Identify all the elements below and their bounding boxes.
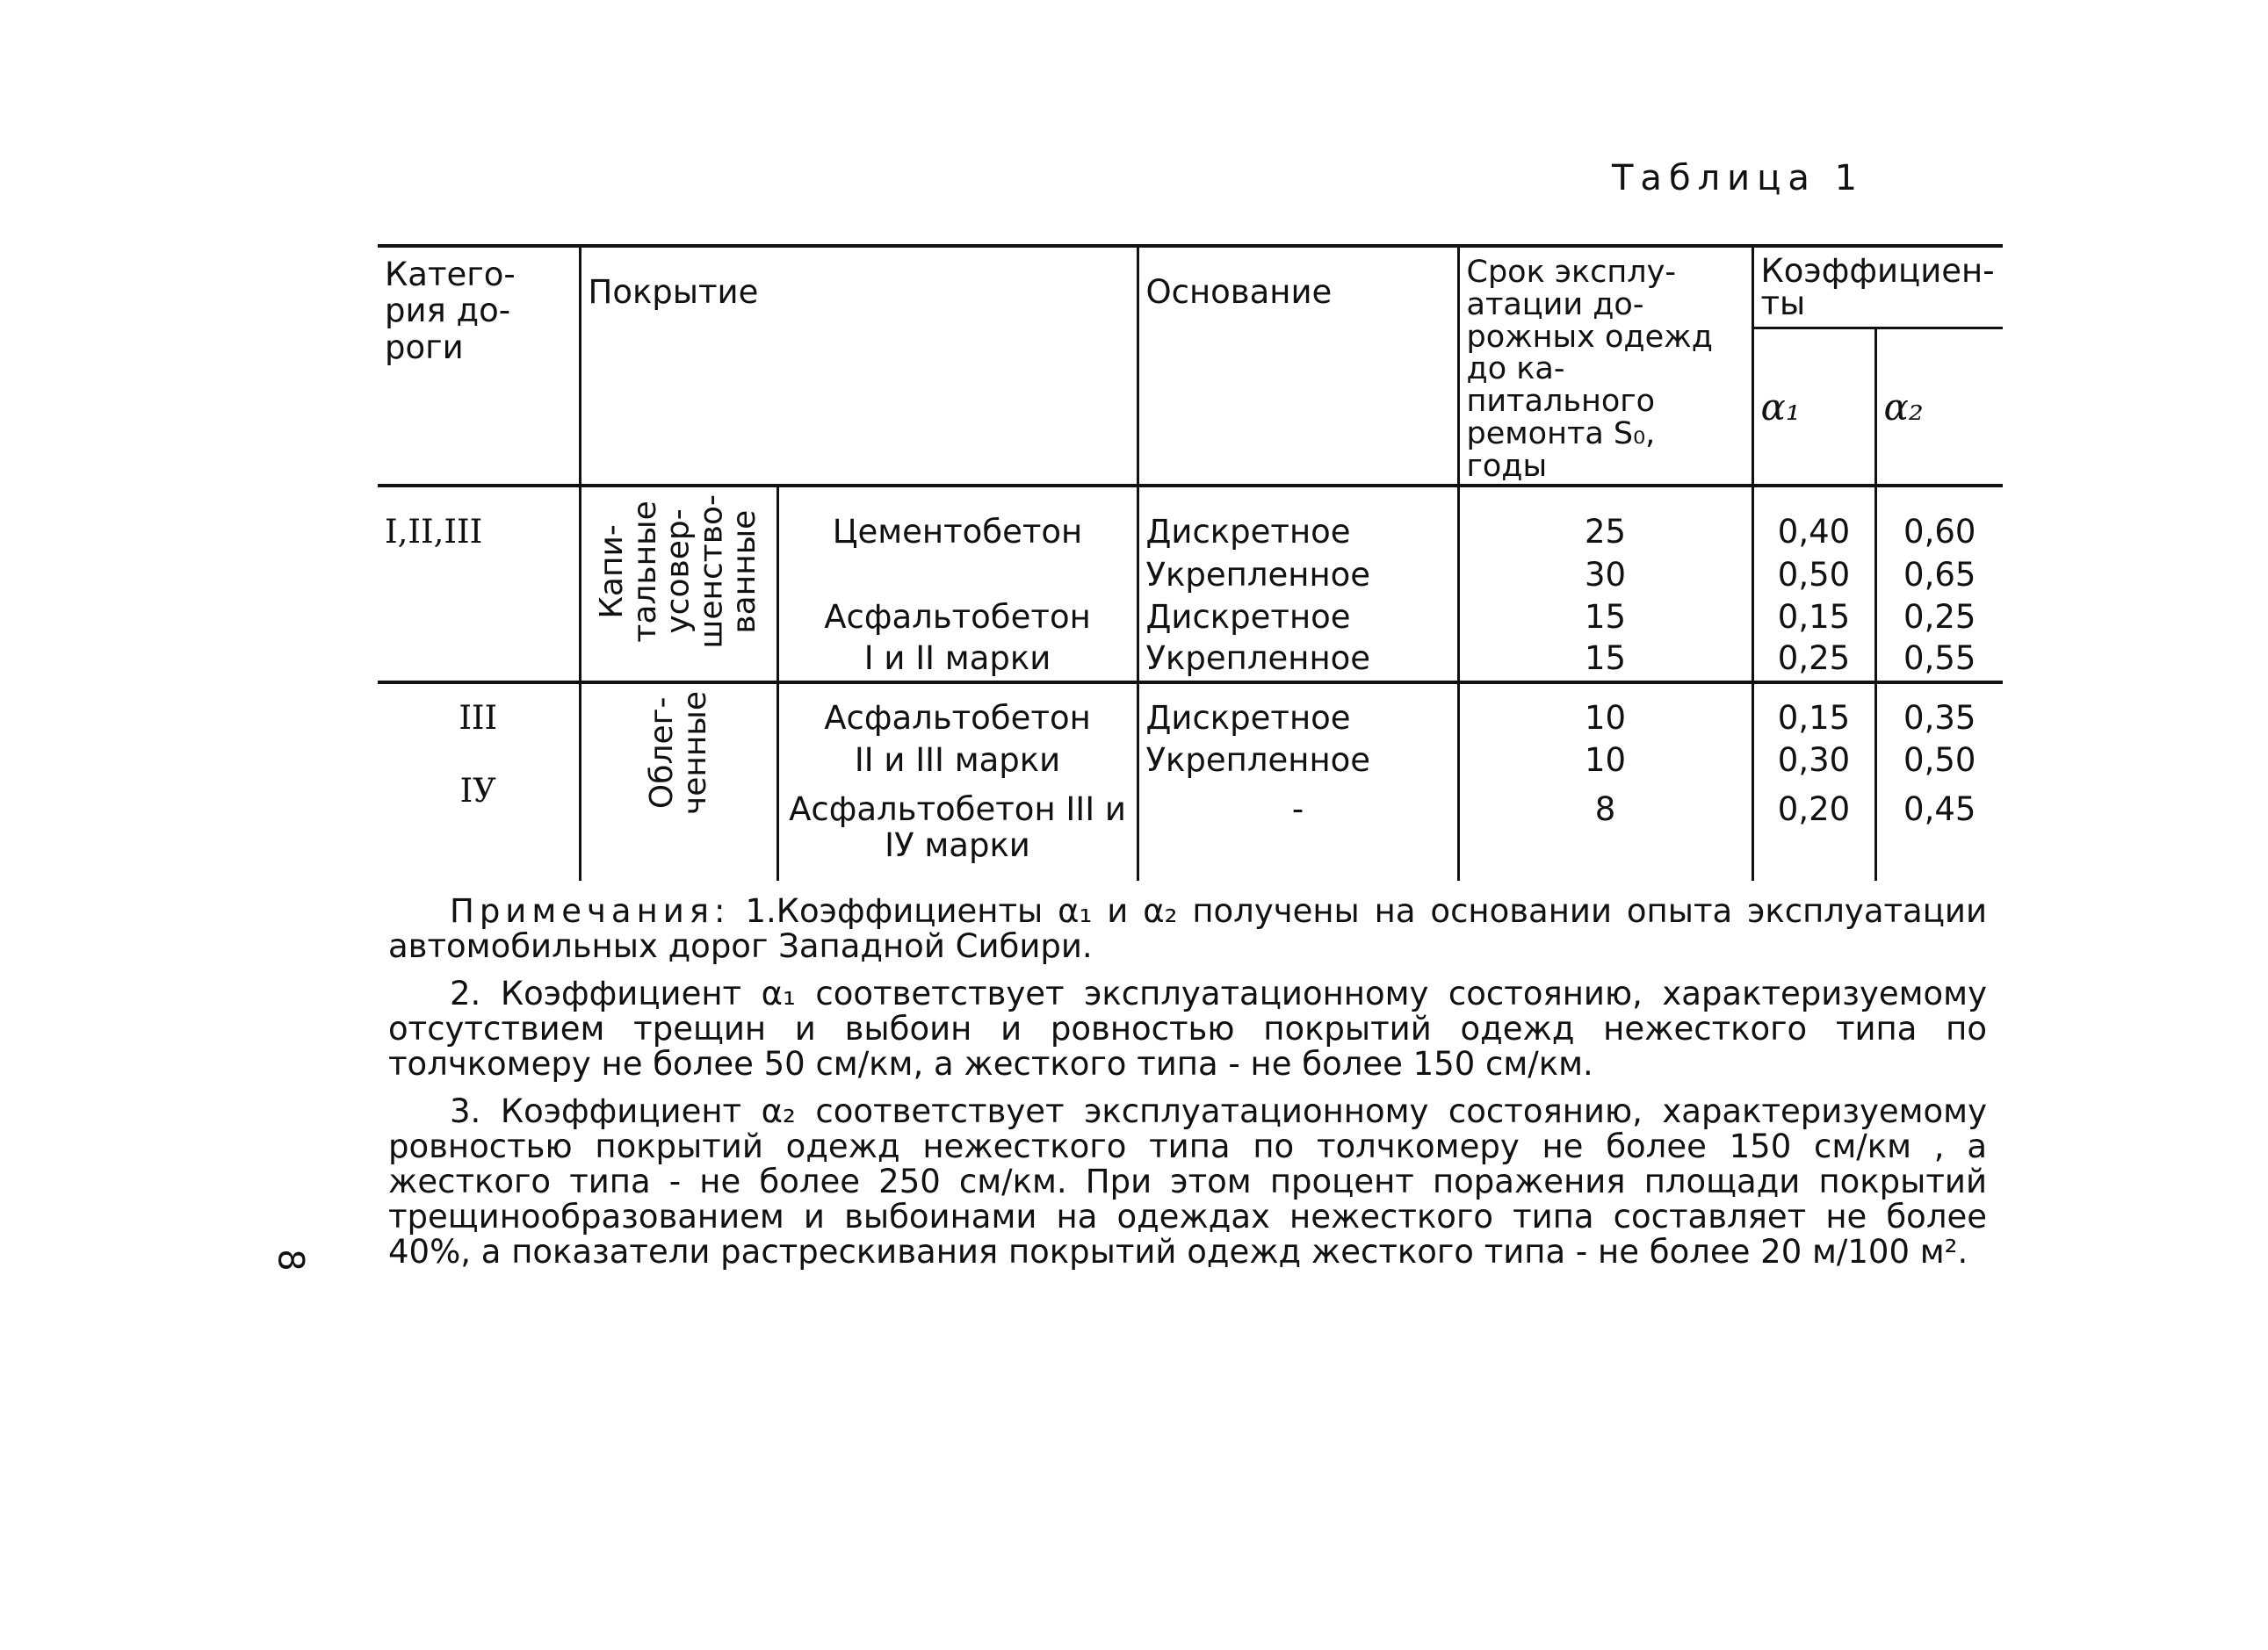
note-2: 2. Коэффициент α₁ соответствует эксплуатационному состоянию, характеризуемому отсутствием трещин и выбоин и ровностью покрытий одежд нежесткого типа по толчкомеру не более 50 см/км, а жесткого типа - не более 150 см/км.	[388, 974, 1987, 1083]
header-coating: Покрытие	[580, 246, 1138, 486]
material-cell: Цементобетон	[777, 486, 1138, 555]
base-cell: Дискретное	[1138, 682, 1458, 740]
alpha2-cell: 0,35	[1875, 682, 2003, 740]
alpha1-cell: 0,50	[1752, 555, 1875, 597]
header-term: Срок эксплу- атации до- рожных одежд до ка- питального ремонта S₀, годы	[1458, 246, 1752, 486]
page-number: 8	[270, 1249, 311, 1272]
alpha1-cell: 0,15	[1752, 682, 1875, 740]
header-alpha2: α₂	[1875, 328, 2003, 486]
coating-type-label: Облег- ченные	[643, 691, 713, 816]
header-alpha1: α₁	[1752, 328, 1875, 486]
term-cell: 15	[1458, 638, 1752, 682]
category-value: III	[459, 699, 498, 737]
coating-type-cell	[580, 682, 777, 881]
category-cell	[378, 682, 580, 881]
table-row	[378, 486, 2003, 555]
alpha1-cell: 0,40	[1752, 486, 1875, 555]
alpha2-cell: 0,25	[1875, 597, 2003, 639]
category-cell: I,II,III	[378, 486, 580, 682]
alpha2-cell: 0,45	[1875, 782, 2003, 881]
alpha2-cell: 0,50	[1875, 740, 2003, 782]
term-cell: 8	[1458, 782, 1752, 881]
note-1	[388, 894, 1987, 964]
material-cell: II и III марки	[777, 740, 1138, 782]
coating-type-label: Капи- тальные усовер- шенство- ванные	[594, 494, 763, 649]
alpha2-cell: 0,55	[1875, 638, 2003, 682]
material-cell: Асфальтобетон	[777, 682, 1138, 740]
term-cell: 15	[1458, 597, 1752, 639]
term-cell: 30	[1458, 555, 1752, 597]
note-3: 3. Коэффициент α₂ соответствует эксплуатационному состоянию, характеризуемому ровностью покрытий одежд нежесткого типа по толчкомеру не более 150 см/км , а жесткого типа - не более 250 см/км. При этом процент поражения площади покрытий трещинообразованием и выбоинами на одеждах нежесткого типа составляет не более 40%, а показатели растрескивания покрытий одежд жесткого типа - не более 20 м/100 м².	[388, 1092, 1987, 1271]
material-cell: I и II марки	[777, 638, 1138, 682]
table-row	[378, 682, 2003, 740]
material-cell: Асфальтобетон III и IУ марки	[777, 782, 1138, 881]
header-row	[378, 246, 2003, 328]
base-cell: Дискретное	[1138, 597, 1458, 639]
category-value: IУ	[459, 772, 496, 811]
header-base: Основание	[1138, 246, 1458, 486]
base-cell: -	[1138, 782, 1458, 881]
notes-label: Примечания:	[450, 892, 731, 930]
alpha1-cell: 0,30	[1752, 740, 1875, 782]
alpha1-cell: 0,20	[1752, 782, 1875, 881]
base-cell: Укрепленное	[1138, 638, 1458, 682]
term-cell: 10	[1458, 682, 1752, 740]
base-cell: Укрепленное	[1138, 555, 1458, 597]
alpha2-cell: 0,65	[1875, 555, 2003, 597]
note-1-text: 1.Коэффициенты α₁ и α₂ получены на основании опыта эксплуатации автомобильных дорог Западной Сибири.	[388, 892, 1987, 965]
base-cell: Дискретное	[1138, 486, 1458, 555]
term-cell: 25	[1458, 486, 1752, 555]
alpha1-cell: 0,15	[1752, 597, 1875, 639]
coefficients-table	[378, 244, 2003, 881]
alpha1-cell: 0,25	[1752, 638, 1875, 682]
header-coefficients: Коэффициен- ты	[1752, 246, 2003, 328]
table-caption: Таблица 1	[1612, 158, 1865, 198]
base-cell: Укрепленное	[1138, 740, 1458, 782]
notes-section	[388, 894, 1987, 1282]
material-cell: Асфальтобетон	[777, 597, 1138, 639]
material-cell	[777, 555, 1138, 597]
coating-type-cell	[580, 486, 777, 682]
term-cell: 10	[1458, 740, 1752, 782]
alpha2-cell: 0,60	[1875, 486, 2003, 555]
header-category: Катего- рия до- роги	[378, 246, 580, 486]
